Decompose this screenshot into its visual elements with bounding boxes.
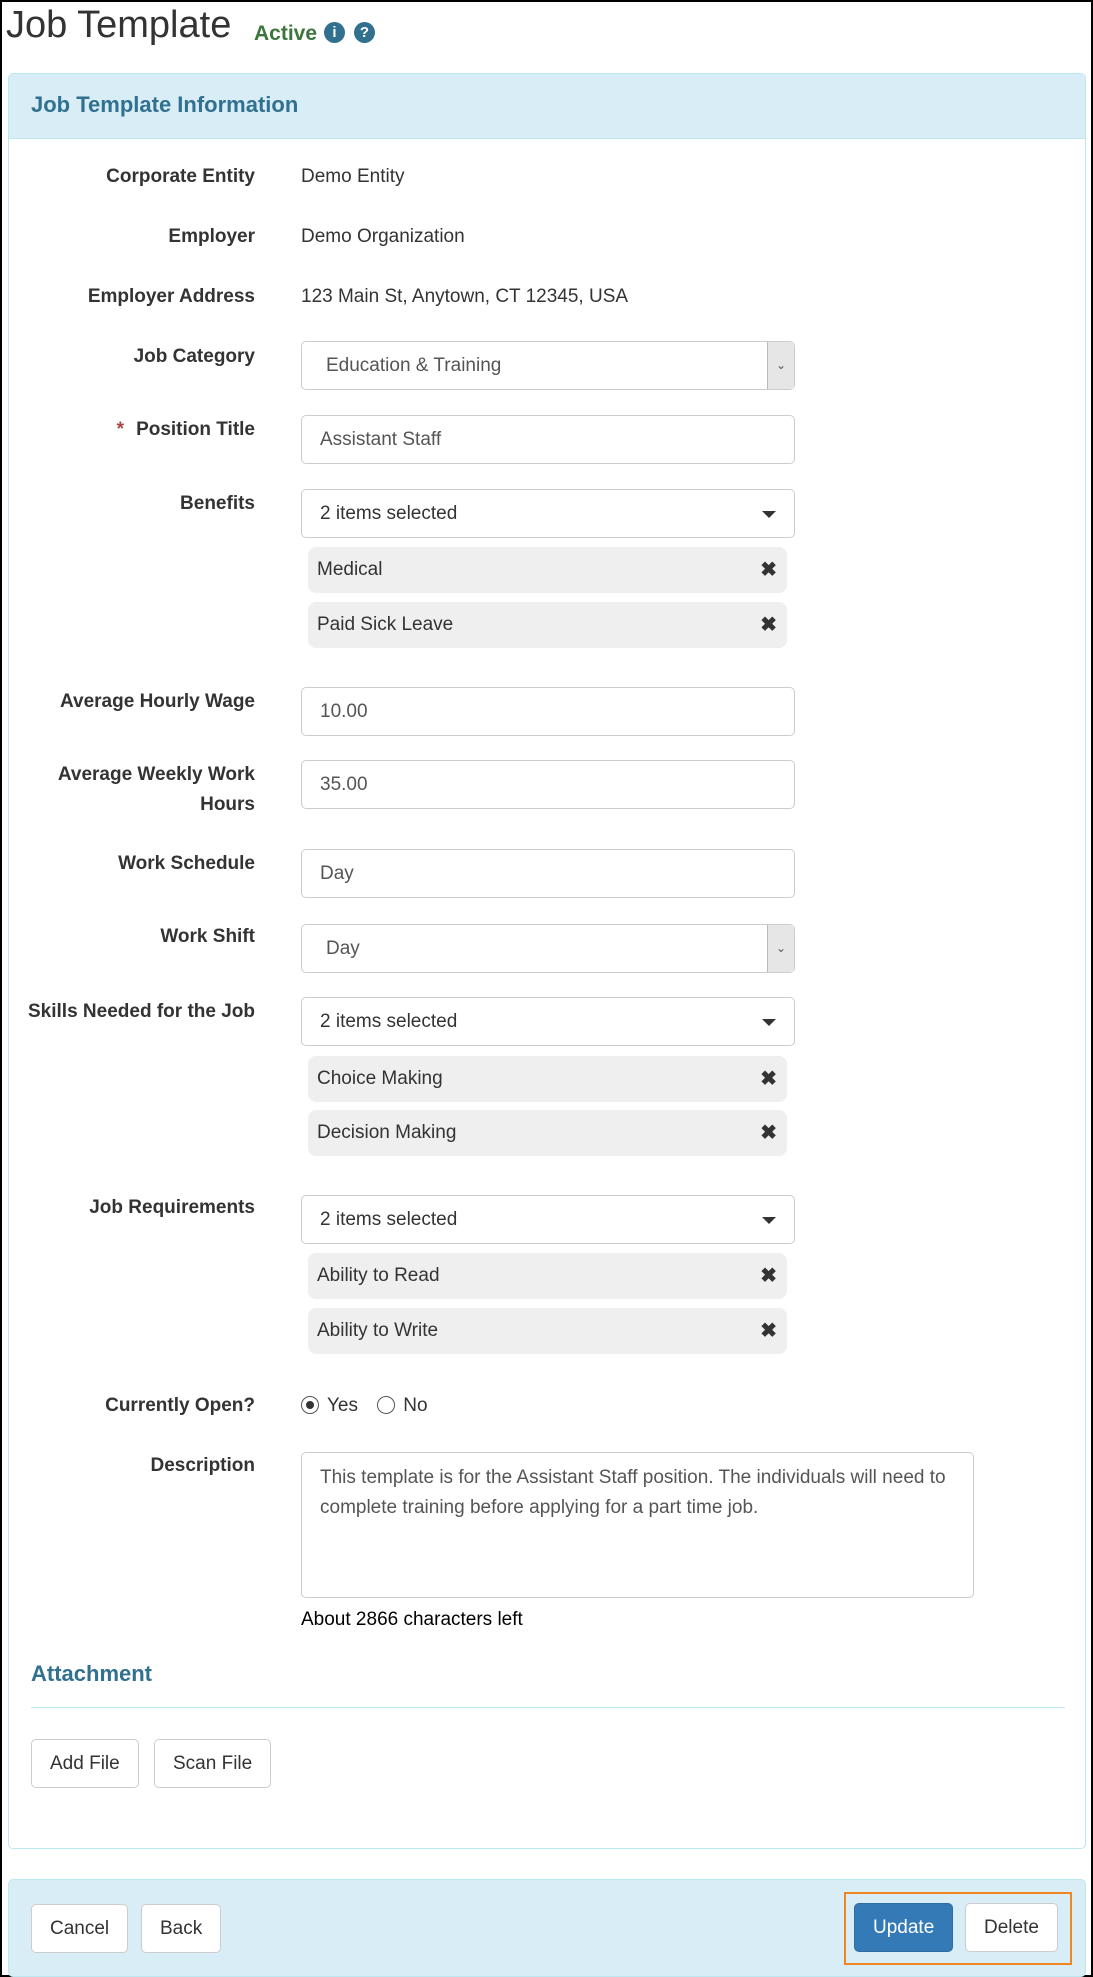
info-circle-icon[interactable]: i (324, 22, 345, 43)
update-button[interactable]: Update (854, 1903, 953, 1952)
employer-address-label: Employer Address (87, 286, 255, 307)
question-circle-icon[interactable]: ? (354, 22, 375, 43)
skills-label: Skills Needed for the Job (28, 1001, 255, 1022)
add-file-button[interactable]: Add File (31, 1739, 139, 1788)
description-label: Description (150, 1455, 255, 1476)
cancel-button[interactable]: Cancel (31, 1904, 128, 1953)
work-shift-label: Work Shift (160, 926, 255, 947)
benefits-label: Benefits (180, 493, 255, 514)
hourly-wage-label: Average Hourly Wage (60, 691, 255, 712)
benefits-multiselect[interactable] (301, 489, 795, 538)
radio-yes[interactable] (301, 1395, 358, 1416)
position-title-input[interactable]: Assistant Staff (301, 415, 795, 464)
employer-value: Demo Organization (301, 226, 465, 247)
panel-title: Job Template Information (9, 74, 1085, 139)
job-category-select[interactable] (301, 341, 795, 390)
position-title-label-text: Position Title (136, 419, 255, 440)
benefit-tag (308, 547, 787, 593)
back-button[interactable]: Back (141, 1904, 221, 1953)
requirement-tag (308, 1308, 787, 1354)
radio-yes-label: Yes (327, 1395, 358, 1416)
attachment-heading: Attachment (31, 1661, 153, 1686)
tag-label: Medical (317, 559, 383, 580)
remove-icon[interactable]: ✖ (760, 1122, 777, 1144)
chevron-down-icon: ⌄ (767, 925, 794, 972)
remove-icon[interactable]: ✖ (760, 559, 777, 581)
tag-label: Choice Making (317, 1068, 443, 1089)
remove-icon[interactable]: ✖ (760, 1068, 777, 1090)
skills-multiselect[interactable] (301, 997, 795, 1046)
position-title-label (2, 415, 255, 445)
required-asterisk: * (116, 419, 125, 440)
radio-button-checked[interactable] (301, 1396, 319, 1414)
work-shift-value: Day (326, 938, 360, 959)
currently-open-label: Currently Open? (105, 1395, 255, 1416)
work-schedule-label: Work Schedule (118, 853, 255, 874)
tag-label: Paid Sick Leave (317, 614, 454, 635)
remove-icon[interactable]: ✖ (760, 1265, 777, 1287)
weekly-hours-label: Average Weekly Work Hours (57, 764, 255, 815)
skills-summary: 2 items selected (320, 1011, 458, 1032)
attachment-divider (31, 1707, 1065, 1708)
job-category-value: Education & Training (326, 355, 502, 376)
benefit-tag (308, 602, 787, 648)
tag-label: Decision Making (317, 1122, 457, 1143)
weekly-hours-input[interactable]: 35.00 (301, 760, 795, 809)
caret-down-icon (762, 1019, 776, 1026)
employer-address-value: 123 Main St, Anytown, CT 12345, USA (301, 286, 629, 307)
remove-icon[interactable]: ✖ (760, 614, 777, 636)
corporate-entity-value: Demo Entity (301, 166, 405, 187)
tag-label: Ability to Read (317, 1265, 440, 1286)
skill-tag (308, 1110, 787, 1156)
tag-label: Ability to Write (317, 1320, 439, 1341)
status-badge: Active (254, 22, 318, 45)
skill-tag (308, 1056, 787, 1102)
hourly-wage-input[interactable]: 10.00 (301, 687, 795, 736)
chevron-down-icon: ⌄ (767, 342, 794, 389)
remove-icon[interactable]: ✖ (760, 1320, 777, 1342)
requirements-summary: 2 items selected (320, 1209, 458, 1230)
job-category-label: Job Category (133, 346, 255, 367)
radio-button[interactable] (377, 1396, 395, 1414)
benefits-summary: 2 items selected (320, 503, 458, 524)
scan-file-button[interactable]: Scan File (154, 1739, 271, 1788)
requirements-label: Job Requirements (89, 1197, 255, 1218)
work-shift-select[interactable] (301, 924, 795, 973)
radio-no[interactable] (377, 1395, 427, 1416)
work-schedule-input[interactable]: Day (301, 849, 795, 898)
caret-down-icon (762, 1217, 776, 1224)
currently-open-radios (301, 1391, 428, 1421)
page-title: Job Template (6, 4, 232, 46)
caret-down-icon (762, 511, 776, 518)
employer-label: Employer (168, 226, 255, 247)
requirements-multiselect[interactable] (301, 1195, 795, 1244)
delete-button[interactable]: Delete (965, 1903, 1058, 1952)
description-textarea[interactable]: This template is for the Assistant Staff position. The individuals will need to complete training before applying for a part time job. (301, 1452, 974, 1598)
chars-left-text: About 2866 characters left (301, 1609, 523, 1630)
requirement-tag (308, 1253, 787, 1299)
corporate-entity-label: Corporate Entity (106, 166, 255, 187)
radio-no-label: No (403, 1395, 428, 1416)
